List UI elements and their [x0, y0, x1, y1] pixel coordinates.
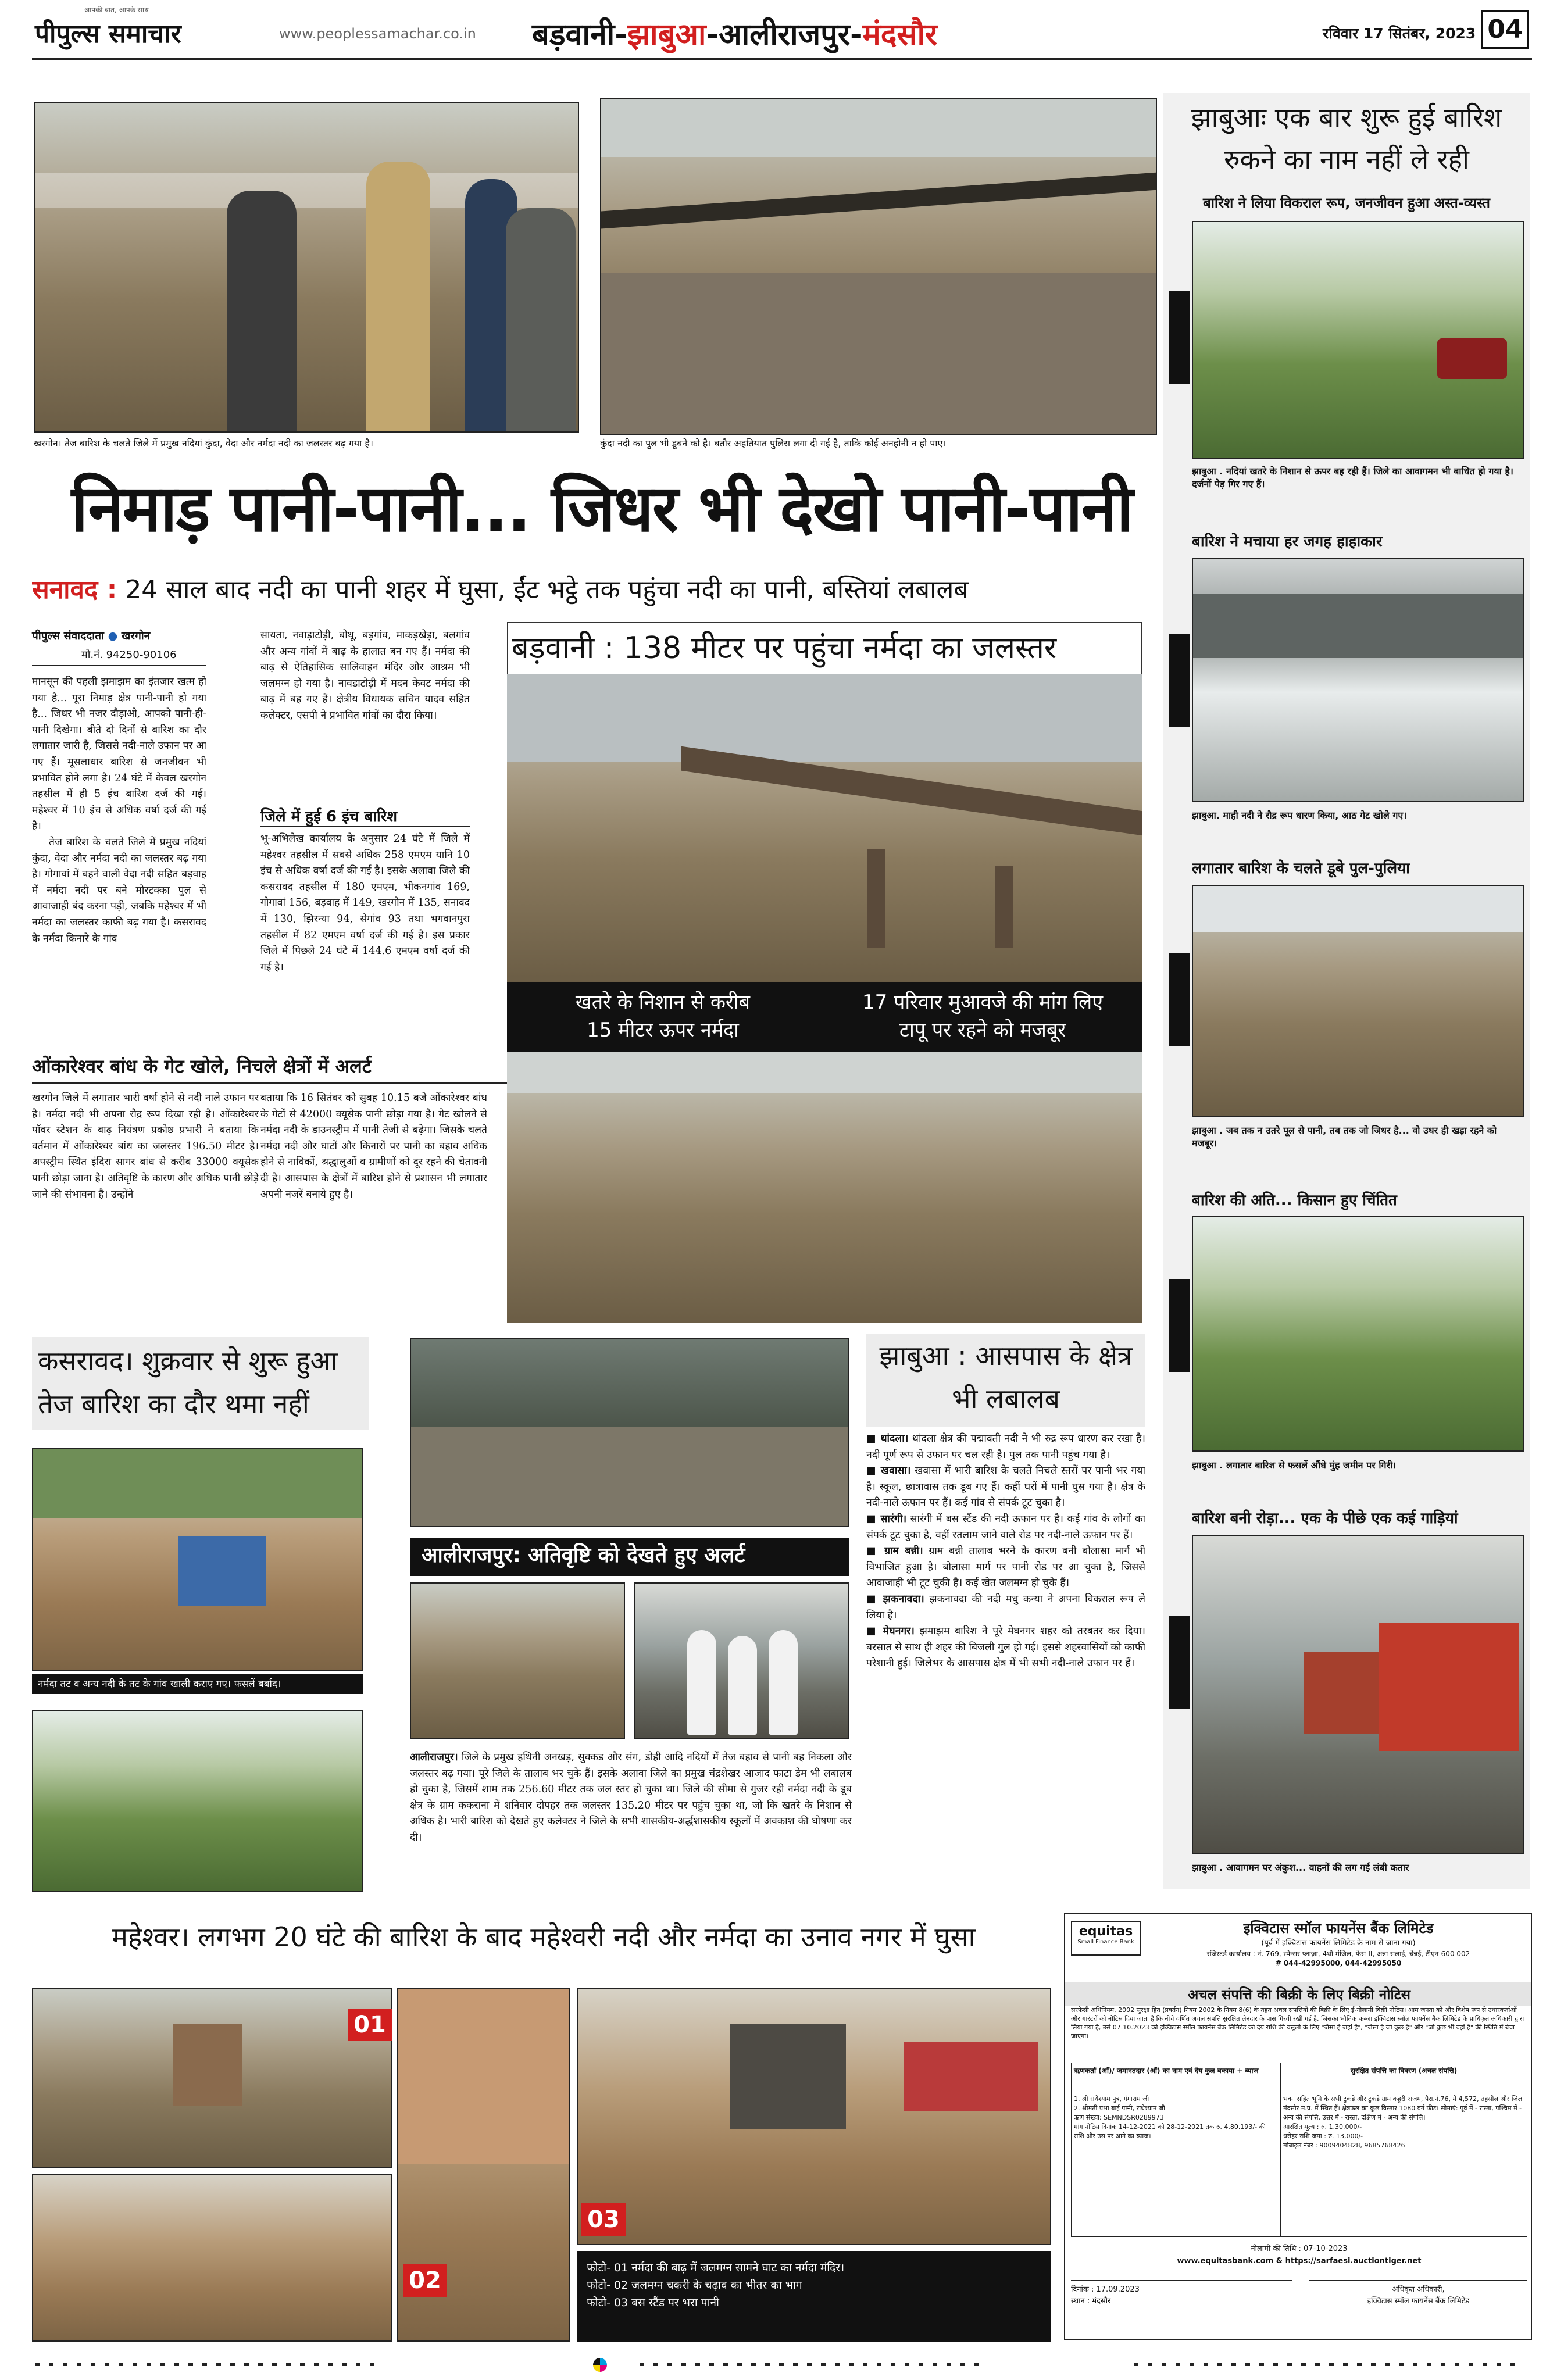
barwani-band-left: खतरे के निशान से करीब 15 मीटर ऊपर नर्मदा: [575, 991, 751, 1042]
ad-place-date: दिनांक : 17.09.2023 स्थान : मंदसौर: [1071, 2280, 1292, 2315]
photo-jhabua-bridge: [1192, 885, 1524, 1117]
subhead-text: 24 साल बाद नदी का पानी शहर में घुसा, ईंट भट्ठे तक पहुंचा नदी का पानी, बस्तियां लबालब: [125, 575, 969, 605]
photo-number-03: 03: [581, 2203, 626, 2236]
jhabua-cap4: झाबुआ . लगातार बारिश से फसलें औंधे मुंह जमीन पर गिरी।: [1192, 1460, 1397, 1471]
maheshwar-caption-box: [577, 2251, 1051, 2342]
jhabua-sub2: बारिश ने मचाया हर जगह हाहाकार: [1192, 533, 1383, 551]
ad-auction-date: नीलामी की तिथि : 07-10-2023: [1251, 2245, 1348, 2253]
main-subhead: [32, 571, 1172, 606]
region-part-4: मंदसौर: [862, 17, 938, 52]
alirajpur-body: [410, 1750, 852, 1895]
jhabua-around-item: ■ थांदला। थांदला क्षेत्र की पद्मावती नदी ने भी रुद्र रूप धारण कर रखा है। नदी पूर्ण रूप से उफान पर चल रही है। पुल तक पानी पहुंच गया है।: [866, 1433, 1145, 1461]
ad-subtitle: (पूर्व में इक्विटास फायनेंस लिमिटेड के नाम से जाना गया): [1261, 1939, 1416, 1947]
jhabua-black-tab-5: [1169, 1616, 1190, 1709]
photo-maheshwar-street: [32, 2174, 392, 2342]
ad-signature: अधिकृत अधिकारी, इक्विटास स्मॉल फायनेंस बैंक लिमिटेड: [1309, 2280, 1527, 2315]
jhabua-around-headline: झाबुआ : आसपास के क्षेत्र भी लबालब: [866, 1334, 1145, 1427]
jhabua-black-tab-1: [1169, 291, 1190, 384]
byline-phone: मो.नं. 94250-90106: [81, 649, 177, 661]
jhabua-cap5: झाबुआ . आवागमन पर अंकुश... वाहनों की लग गई लंबी कतार: [1192, 1862, 1409, 1873]
ad-th-right: सुरक्षित संपत्ति का विवरण (अचल संपत्ति): [1281, 2063, 1527, 2092]
jhabua-sub4: बारिश की अति... किसान हुए चिंतित: [1192, 1192, 1397, 1209]
kasravad-headline: कसरावद। शुक्रवार से शुरू हुआ तेज बारिश का दौर थमा नहीं: [32, 1337, 369, 1430]
region-part-3: -आलीराजपुर-: [706, 17, 863, 52]
main-headline: निमाड़ पानी-पानी... जिधर भी देखो पानी-पानी: [71, 471, 1133, 546]
omkareshwar-col1: खरगोन जिले में लगातार भारी वर्षा होने से नदी नाले उफान पर है। नर्मदा नदी भी अपना रौद्र रूप दिखा रही है। ओंकारेश्वर पॉवर स्टेशन के बाढ़ नियंत्रण प्रकोष्ठ प्रभारी ने बताया कि वर्तमान में ओंकारेश्वर बांध का जलस्तर 196.50 मीटर है। अपस्ट्रीम स्थित इंदिरा सागर बांध से करीब 33000 क्यूसेक पानी छोड़ा जाना है। अतिवृष्टि के कारण और अधिक पानी छोड़े जाने की संभावना है। उन्होंने: [32, 1092, 259, 1200]
byline-rule: [32, 665, 206, 666]
photo-number-02: 02: [403, 2264, 447, 2297]
maheshwar-cap-3: फोटो- 03 बस स्टैंड पर भरा पानी: [587, 2296, 719, 2309]
photo-kunda-bridge: [600, 98, 1157, 435]
ad-th-left: ऋणकर्ता (ओं)/ जमानतदार (ओं) का नाम एवं देय कुल बकाया + ब्याज: [1072, 2063, 1281, 2092]
jhabua-black-tab-2: [1169, 634, 1190, 727]
masthead-rule: [32, 58, 1532, 60]
photo-barwani-bridge: [507, 674, 1142, 982]
caption-top-left: खरगोन। तेज बारिश के चलते जिले में प्रमुख नदियां कुंदा, वेदा और नर्मदा नदी का जलस्तर बढ़ गया है।: [34, 438, 373, 449]
omkareshwar-headline: ओंकारेश्वर बांध के गेट खोले, निचले क्षेत्रों में अलर्ट: [32, 1052, 509, 1084]
ad-table: [1071, 2063, 1527, 2237]
jhabua-black-tab-4: [1169, 1279, 1190, 1372]
photo-jhabua-trees: [1192, 221, 1524, 459]
photo-alirajpur-schoolgirls: [634, 1582, 849, 1739]
photo-maheshwar-busstand: [577, 1988, 1051, 2245]
main-story-col2b: भू-अभिलेख कार्यालय के अनुसार 24 घंटे में जिले में महेश्वर तहसील में सबसे अधिक 258 एमएम यानि 10 इंच से अधिक वर्षा दर्ज की गई है। इसके अलावा जिले की कसरावद तहसील में 180 एमएम, भीकनगांव 169, गोगावां 156, बड़वाह में 149, खरगोन में 135, सनावद में 130, झिरन्या 94, सेगांव 93 तथा भगवानपुरा तहसील में 82 एमएम वर्षा दर्ज की गई है। इस प्रकार जिले में पिछले 24 घंटे में 144.6 एमएम वर्षा दर्ज की गई है।: [260, 833, 470, 973]
col2-subhead: जिले में हुई 6 इंच बारिश: [260, 805, 470, 827]
photo-number-01: 01: [348, 2009, 392, 2041]
photo-kargone-bridge: [34, 102, 579, 433]
equitas-ad: [1064, 1913, 1532, 2340]
photo-barwani-river: [507, 1052, 1142, 1323]
main-story-col1: मानसून की पहली झमाझम का इंतजार खत्म हो गया है... पूरा निमाड़ क्षेत्र पानी-पानी हो गया है... जिधर भी नजर दौड़ाओ, आपको पानी-ही-पानी दिखेगा। बीते दो दिनों से बारिश का दौर लगातार जारी है, जिससे नदी-नाले उफान पर आ गए हैं। मूसलाधार बारिश से जनजीवन भी प्रभावित होने लगा है। 24 घंटे में केवल खरगोन तहसील में ही 5 इंच बारिश दर्ज की गई। महेश्वर में 10 इंच से अधिक वर्षा दर्ज की गई है। तेज बारिश के चलते जिले में प्रमुख नदियां कुंदा, वेदा और नर्मदा नदी का जलस्तर बढ़ गया है। गोगावां में बहने वाली वेदा नदी सहित बड़वाह में नर्मदा नदी पर बने मोरटक्का पुल से आवाजाही बंद करना पड़ी, जबकि महेश्वर में भी नर्मदा का जलस्तर काफी बढ़ गया है। कसरावद के नर्मदा किनारे के गांव: [32, 676, 206, 945]
photo-jhabua-crops: [1192, 1216, 1524, 1452]
caption-top-mid: कुंदा नदी का पुल भी डूबने को है। बतौर अहतियात पुलिस लगा दी गई है, ताकि कोई अनहोनी न हो पाए।: [600, 438, 947, 449]
masthead-date: रविवार 17 सितंबर, 2023: [1323, 25, 1476, 42]
omkareshwar-col2: बताया कि 16 सितंबर को सुबह 10.15 बजे ओंकारेश्वर बांध के गेटों से 42000 क्यूसेक पानी छोड़ा गया है। गेट खोलने से नर्मदा नदी के डाउनस्ट्रीम में पानी तेजी से बढ़ेगा। जिसके चलते नर्मदा नदी और घाटों और किनारों पर पानी का बहाव अधिक होने से नाविकों, श्रद्धालुओं व ग्रामीणों को दूर रहने की चेतावनी दी है। आसपास के क्षेत्रों में बारिश होने से प्रशासन भी लगातार अपनी नजरें बनाये हुए है।: [260, 1092, 487, 1200]
ad-address: रजिस्टर्ड कार्यालय : नं. 769, स्पेन्सर प्लाज़ा, 4थी मंजिल, फेस-II, अन्ना सलाई, चेन्नई, टीएन-600 002: [1206, 1950, 1470, 1958]
jhabua-around-item: ■ झकनावदा। झकनावदा की नदी मधु कन्या ने अपना विकराल रूप ले लिया है।: [866, 1593, 1145, 1621]
photo-maheshwar-temple: [32, 1988, 392, 2168]
kasravad-cap1: नर्मदा तट व अन्य नदी के तट के गांव खाली कराए गए। फसलें बर्बाद।: [32, 1674, 363, 1694]
jhabua-sub1: बारिश ने लिया विकराल रूप, जनजीवन हुआ अस्त-व्यस्त: [1203, 195, 1490, 211]
barwani-band-right: 17 परिवार मुआवजे की मांग लिए टापू पर रहने को मजबूर: [862, 991, 1103, 1042]
ad-td-right: भवन सहित भूमि के सभी टुकड़े और टुकड़े ग्राम कहूरी अजम, पैरा.नं.76, में 4,572, तहसील और जिला मंदसौर म.प्र. में स्थित हैं। क्षेत्रफल का कुल विस्तार 1080 वर्ग फीट। सीमाएं: पूर्व में - रास्ता, पश्चिम में - अन्य की संपत्ति, उत्तर में - रास्ता, दक्षिण में - अन्य की संपत्ति। आरक्षित मूल्य : रु. 1,30,000/- धरोहर राशि जमा : रु. 13,000/- मोबाइल नंबर : 9009404828, 9685768426: [1283, 2095, 1524, 2149]
jhabua-around-list: [866, 1431, 1145, 1896]
byline: पीपुल्स संवाददाता ● खरगोन: [32, 630, 151, 642]
main-story-col2a: सायता, नवाड़ाटोड़ी, बोथू, बड़गांव, माकड़खेड़ा, बलगांव और अन्य गांवों में बाढ़ के हालात बन गए हैं। नर्मदा की बाढ़ से ऐतिहासिक सालिवाहन मंदिर और आश्रम भी जलमग्न हो गया है। नावडाटोड़ी में मदन केवट नर्मदा की बाढ़ में बह गए हैं। क्षेत्रीय विधायक सचिन यादव सहित कलेक्टर, एसपी ने प्रभावित गांवों का दौरा किया।: [260, 630, 470, 721]
photo-kasravad-village: [32, 1448, 363, 1671]
ad-website: www.equitasbank.com & https://sarfaesi.auctiontiger.net: [1177, 2257, 1422, 2265]
jhabua-sub3: लगातार बारिश के चलते डूबे पुल-पुलिया: [1192, 860, 1410, 877]
jhabua-headline: झाबुआः एक बार शुरू हुई बारिश रुकने का नाम नहीं ले रही: [1191, 102, 1510, 175]
photo-jhabua-trucks: [1192, 1535, 1524, 1854]
page-number: 04: [1481, 10, 1529, 49]
maheshwar-headline: महेश्वर। लगभग 20 घंटे की बारिश के बाद महेश्वरी नदी और नर्मदा का उनाव नगर में घुसा: [112, 1921, 976, 1953]
jhabua-around-item: ■ सारंगी। सारंगी में बस स्टैंड की नदी ऊफान पर है। कई गांव के लोगों का संपर्क टूट चुका है, वहीं रतलाम जाने वाले रोड पर नदी-नाले ऊफान पर हैं।: [866, 1513, 1145, 1541]
barwani-headline: बड़वानी : 138 मीटर पर पहुंचा नर्मदा का जलस्तर: [512, 625, 1140, 671]
jhabua-cap3: झाबुआ . जब तक न उतरे पूल से पानी, तब तक जो जिधर है... वो उधर ही खड़ा रहने को मजबूर।: [1192, 1125, 1497, 1149]
ad-title: इक्विटास स्मॉल फायनेंस बैंक लिमिटेड: [1243, 1920, 1434, 1936]
region-part-2: झाबुआ: [627, 17, 706, 52]
ad-phone: # 044-42995000, 044-42995050: [1275, 1959, 1402, 1967]
masthead: [0, 0, 1557, 58]
byline-place: खरगोन: [121, 630, 151, 642]
alirajpur-headline: आलीराजपुर: अतिवृष्टि को देखते हुए अलर्ट: [410, 1538, 849, 1576]
jhabua-around-item: ■ ग्राम बन्नी। ग्राम बन्नी तालाब भरने के कारण बनी बोलासा मार्ग भी विभाजित हुआ है। बोलासा मार्ग पर पानी रोड पर आ चुका है, जिससे आवाजाही भी टूट चुकी है। कई खेत जलमग्न हो चुके हैं।: [866, 1545, 1145, 1589]
jhabua-black-tab-3: [1169, 953, 1190, 1046]
ad-notice-body: सरफेसी अधिनियम, 2002 सुरक्षा हित (प्रवर्तन) नियम 2002 के नियम 8(6) के तहत अचल संपत्तियों की बिक्री के लिए ई-नीलामी बिक्री नोटिस। आम जनता को और विशेष रूप से उधारकर्ताओं और गारंटरों को नोटिस दिया जाता है कि नीचे वर्णित अचल संपत्ति सुरक्षित लेनदार के पास गिरवी रखी गई है, जिसका भौतिक कब्जा इक्विटास स्मॉल फायनेंस बैंक लिमिटेड के प्राधिकृत अधिकारी द्वारा लिया गया है, उसे 07.10.2023 को इक्विटास स्मॉल फायनेंस बैंक लिमिटेड को देय राशि की वसूली के लिए "जैसा है जहां है", "जैसा है जो कुछ है" और "जो कुछ भी वहां है" की स्थिति में बेचा जाएगा।: [1071, 2006, 1526, 2040]
jhabua-cap2: झाबुआ. माही नदी ने रौद्र रूप धारण किया, आठ गेट खोले गए।: [1192, 810, 1407, 821]
photo-alirajpur-river: [410, 1338, 849, 1527]
print-registration-marks: [0, 2356, 1557, 2373]
jhabua-sub5: बारिश बनी रोड़ा... एक के पीछे एक कई गाड़ियां: [1192, 1510, 1458, 1527]
masthead-url: www.peoplessamachar.co.in: [279, 26, 476, 42]
photo-alirajpur-flooded-field: [410, 1582, 625, 1739]
alirajpur-lead: आलीराजपुर।: [410, 1752, 458, 1763]
jhabua-cap1: झाबुआ . नदियां खतरे के निशान से ऊपर बह रही हैं। जिले का आवागमन भी बाधित हो गया है। दर्जनों पेड़ गिर गए हैं।: [1192, 466, 1513, 489]
logo-tagline: आपकी बात, आपके साथ: [84, 6, 149, 14]
jhabua-around-item: ■ खवासा। खवासा में भारी बारिश के चलते निचले स्तरों पर पानी भर गया है। स्कूल, छात्रावास तक डूब गए हैं। कहीं घरों में पानी घुस गया है। क्षेत्र के नदी-नाले ऊफान पर हैं। कई गांव से संपर्क टूट चुका है।: [866, 1465, 1145, 1509]
alirajpur-text: जिले के प्रमुख हथिनी अनखड़, सुक्कड और संग, डोही आदि नदियों में तेज बहाव से पानी बह निकला और जलस्तर बढ़ गया। पूरे जिले के तालाब भर चुके हैं। इसके अलावा जिले का प्रमुख चंद्रशेखर आजाद फाटा डेम भी लबालब हो चुका है, जिसमें शाम तक 256.60 मीटर तक जल स्तर हो चुका था। जिले की सीमा से गुजर रही नर्मदा नदी के डूब क्षेत्र के ग्राम ककराना में शनिवार दोपहर तक जलस्तर 135.20 मीटर पर पहुंच चुका था, जो कि खतरे के निशान से अधिक है। भारी बारिश को देखते हुए कलेक्टर ने जिले के सभी शासकीय-अर्द्धशासकीय स्कूलों में अवकाश की घोषणा कर दी।: [410, 1752, 852, 1843]
ad-td-left: 1. श्री राधेश्याम पुत्र, गंगाराम जी 2. श्रीमती प्रभा बाई पत्नी, राधेश्याम जी ऋण संख्या: SEMNDSR0289973 मांग नोटिस दिनांक 14-12-2021 को 28-12-2021 तक रु. 4,80,193/- की राशि और उस पर आगे का ब्याज।: [1072, 2092, 1281, 2236]
logo: पीपुल्स समाचार: [35, 19, 181, 49]
subhead-label: सनावद :: [32, 575, 117, 605]
region-title: [532, 13, 937, 54]
ad-notice-title: अचल संपत्ति की बिक्री के लिए बिक्री नोटिस: [1065, 1982, 1532, 2006]
photo-kasravad-crops: [32, 1710, 363, 1892]
photo-jhabua-dam: [1192, 558, 1524, 802]
equitas-logo: equitas Small Finance Bank: [1071, 1921, 1141, 1956]
maheshwar-cap-1: फोटो- 01 नर्मदा की बाढ़ में जलमग्न सामने घाट का नर्मदा मंदिर।: [587, 2261, 845, 2274]
maheshwar-cap-2: फोटो- 02 जलमग्न चकरी के चढ़ाव का भीतर का भाग: [587, 2279, 802, 2292]
jhabua-around-item: ■ मेघनगर। झमाझम बारिश ने पूरे मेघनगर शहर को तरबतर कर दिया। बरसात से साथ ही शहर की बिजली गुल हो गई। इससे शहरवासियों को काफी परेशानी हुई। जिलेभर के आसपास क्षेत्र में भी सभी नदी-नाले उफान पर हैं।: [866, 1625, 1145, 1670]
region-part-1: बड़वानी-: [532, 17, 627, 52]
byline-name: पीपुल्स संवाददाता: [32, 630, 104, 642]
